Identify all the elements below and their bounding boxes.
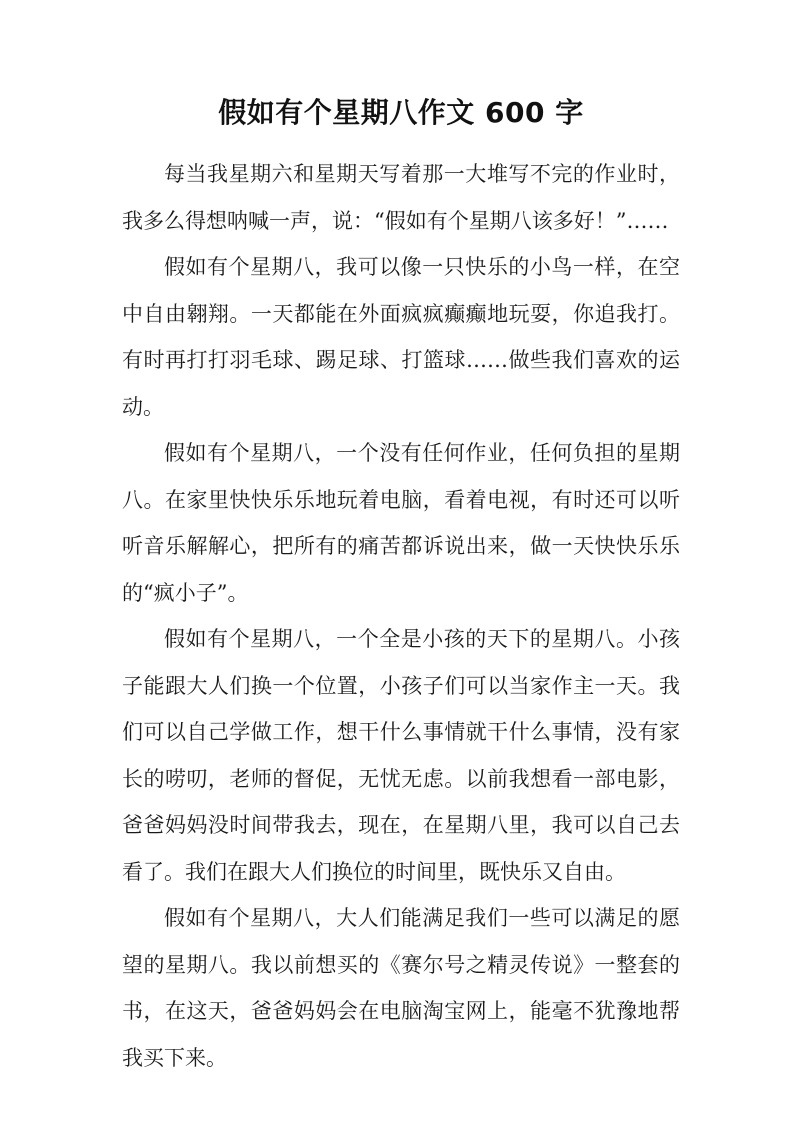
paragraph-3: 假如有个星期八，一个没有任何作业，任何负担的星期八。在家里快快乐乐地玩着电脑，看着电视，有时还可以听听音乐解解心，把所有的痛苦都诉说出来，做一天快快乐乐的“疯小子”。: [122, 441, 680, 605]
paragraph-2: 假如有个星期八，我可以像一只快乐的小鸟一样，在空中自由翱翔。一天都能在外面疯疯癫癫地玩耍，你追我打。有时再打打羽毛球、踢足球、打篮球……做些我们喜欢的运动。: [122, 255, 680, 419]
paragraph-4: 假如有个星期八，一个全是小孩的天下的星期八。小孩子能跟大人们换一个位置，小孩子们可以当家作主一天。我们可以自己学做工作，想干什么事情就干什么事情，没有家长的唠叨，老师的督促，无忧无虑。以前我想看一部电影，爸爸妈妈没时间带我去，现在，在星期八里，我可以自己去看了。我们在跟大人们换位的时间里，既快乐又自由。: [122, 627, 680, 884]
document-title: 假如有个星期八作文 600 字: [218, 96, 584, 129]
paragraph-1: 每当我星期六和星期天写着那一大堆写不完的作业时，我多么得想呐喊一声，说：“假如有个星期八该多好！”……: [122, 162, 680, 233]
paragraph-5: 假如有个星期八，大人们能满足我们一些可以满足的愿望的星期八。我以前想买的《赛尔号之精灵传说》一整套的书，在这天，爸爸妈妈会在电脑淘宝网上，能毫不犹豫地帮我买下来。: [122, 906, 680, 1070]
